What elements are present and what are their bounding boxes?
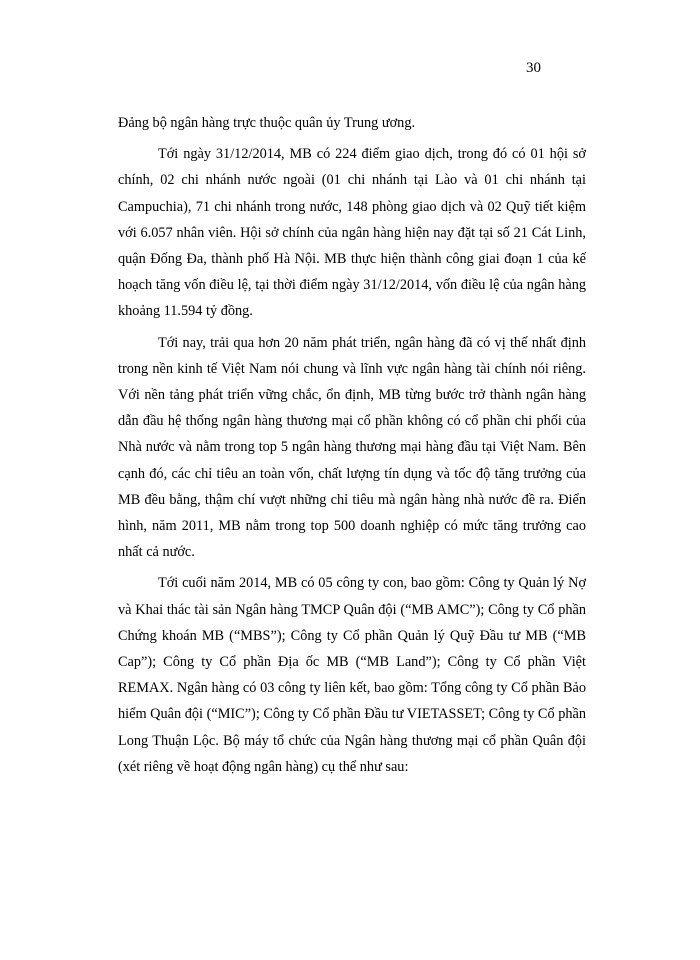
page-number: 30: [526, 60, 541, 76]
paragraph-network: Tới ngày 31/12/2014, MB có 224 điểm giao dịch, trong đó có 01 hội sở chính, 02 chi nhánh nước ngoài (01 chi nhánh tại Lào và 01 chi nhánh tại Campuchia), 71 chi nhánh trong nước, 148 phòng giao dịch và 02 Quỹ tiết kiệm với 6.057 nhân viên. Hội sở chính của ngân hàng hiện nay đặt tại số 21 Cát Linh, quận Đống Đa, thành phố Hà Nội. MB thực hiện thành công giai đoạn 1 của kế hoạch tăng vốn điều lệ, tại thời điểm ngày 31/12/2014, vốn điều lệ của ngân hàng khoảng 11.594 tỷ đồng.: [118, 146, 586, 320]
paragraph-development: Tới nay, trải qua hơn 20 năm phát triển, ngân hàng đã có vị thế nhất định trong nền kinh tế Việt Nam nói chung và lĩnh vực ngân hàng tài chính nói riêng. Với nền tảng phát triển vững chắc, ổn định, MB từng bước trở thành ngân hàng dẫn đầu hệ thống ngân hàng thương mại cổ phần không có cổ phần chi phối của Nhà nước và nằm trong top 5 ngân hàng thương mại hàng đầu tại Việt Nam. Bên cạnh đó, các chỉ tiêu an toàn vốn, chất lượng tín dụng và tốc độ tăng trưởng của MB đều bằng, thậm chí vượt những chỉ tiêu mà ngân hàng nhà nước đề ra. Điển hình, năm 2011, MB nằm trong top 500 doanh nghiệp có mức tăng trưởng cao nhất cả nước.: [118, 334, 586, 561]
document-body: [118, 110, 586, 785]
paragraph-continuation: Đảng bộ ngân hàng trực thuộc quân ủy Trung ương.: [118, 115, 416, 131]
paragraph-subsidiaries: Tới cuối năm 2014, MB có 05 công ty con, bao gồm: Công ty Quản lý Nợ và Khai thác tài sản Ngân hàng TMCP Quân đội (“MB AMC”); Công ty Cổ phần Chứng khoán MB (“MBS”); Công ty Cổ phần Quản lý Quỹ Đầu tư MB (“MB Cap”); Công ty Cổ phần Địa ốc MB (“MB Land”); Công ty Cổ phần Việt REMAX. Ngân hàng có 03 công ty liên kết, bao gồm: Tổng công ty Cổ phần Bảo hiểm Quân đội (“MIC”); Công ty Cổ phần Đầu tư VIETASSET; Công ty Cổ phần Long Thuận Lộc. Bộ máy tổ chức của Ngân hàng thương mại cổ phần Quân đội (xét riêng về hoạt động ngân hàng) cụ thể như sau:: [118, 575, 586, 775]
